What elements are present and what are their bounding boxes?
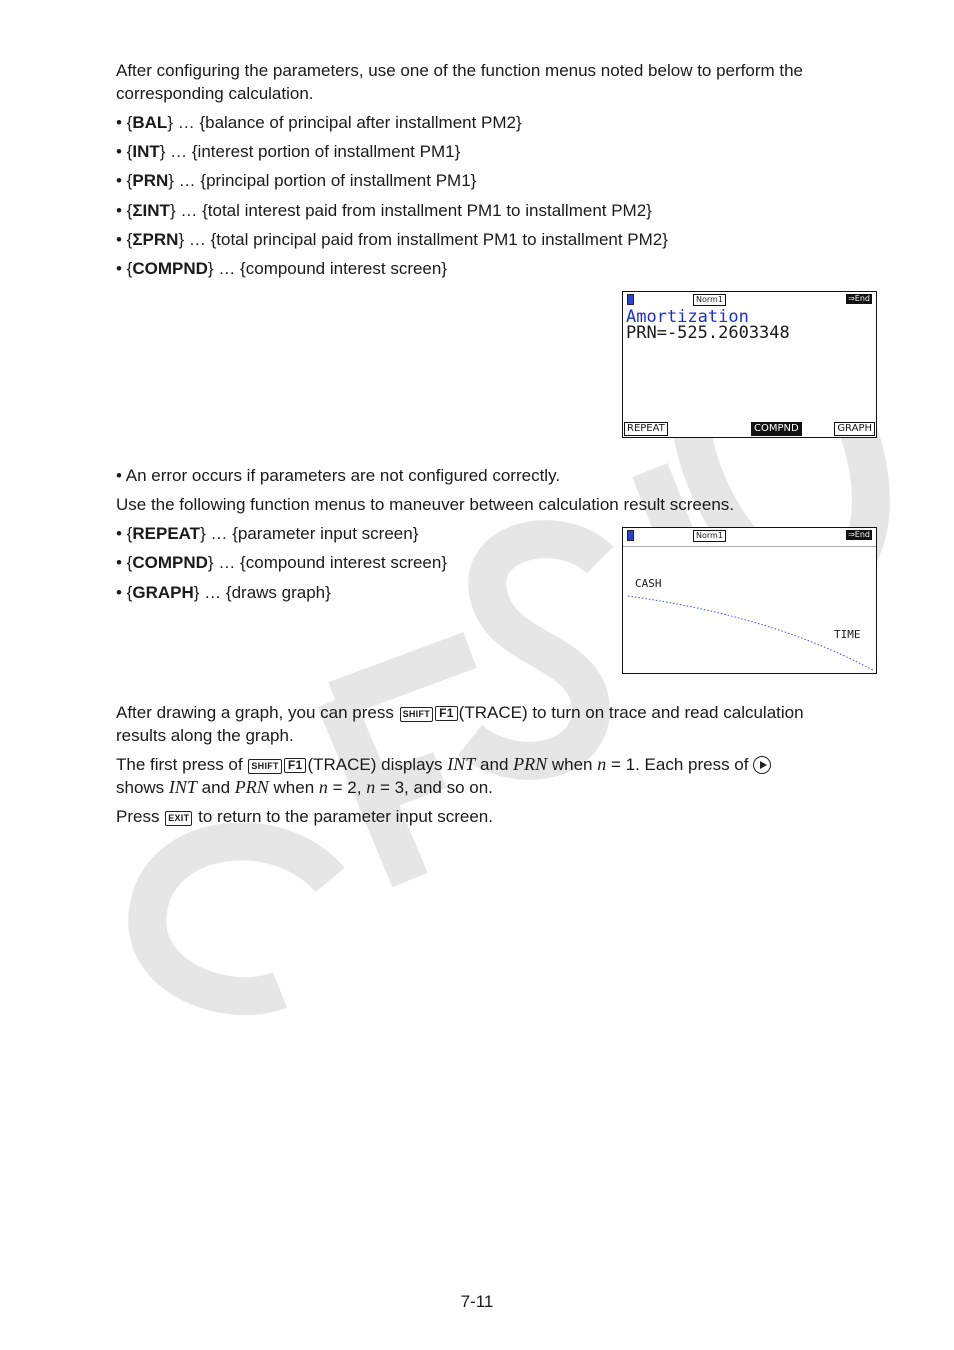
trace-text-3: The first press of SHIFT F1 (TRACE) displays INT and PRN when n = 1. Each press of — [116, 753, 876, 776]
page-number: 7-11 — [460, 1292, 494, 1311]
shift-key-icon: SHIFT — [400, 707, 434, 722]
f1-key-icon: F1 — [435, 706, 458, 721]
f1-key-icon: F1 — [284, 758, 307, 773]
nav-item-repeat: • {REPEAT} … {parameter input screen} — [116, 524, 419, 543]
trace-text-2: results along the graph. — [116, 726, 294, 745]
trace-text-4: shows INT and PRN when n = 2, n = 3, and so on. — [116, 777, 493, 797]
mode-indicator: Norm1 — [693, 530, 726, 542]
menu-item-prn: • {PRN} … {principal portion of installment PM1} — [116, 171, 477, 190]
nav-item-compnd: • {COMPND} … {compound interest screen} — [116, 553, 448, 572]
menu-item-int: • {INT} … {interest portion of installment PM1} — [116, 142, 461, 161]
intro-text-2: corresponding calculation. — [116, 84, 314, 103]
end-indicator: ⇒End — [848, 294, 870, 303]
right-arrow-key-icon — [753, 756, 771, 774]
f1-menu-repeat[interactable]: REPEAT — [624, 422, 668, 436]
error-note: • An error occurs if parameters are not configured correctly. — [116, 466, 561, 485]
screen-result: PRN=-525.2603348 — [626, 323, 790, 343]
menu-item-bal: • {BAL} … {balance of principal after installment PM2} — [116, 113, 522, 132]
intro-text: After configuring the parameters, use one of the function menus noted below to perform the — [116, 61, 804, 80]
battery-icon — [627, 294, 634, 305]
f3-menu-compnd[interactable]: COMPND — [751, 422, 802, 436]
nav-item-graph: • {GRAPH} … {draws graph} — [116, 583, 331, 602]
trace-text-1: After drawing a graph, you can press SHIFT F1 (TRACE) to turn on trace and read calculation — [116, 703, 804, 722]
y-axis-label: CASH — [635, 577, 662, 590]
x-axis-label: TIME — [834, 628, 861, 641]
f6-menu-graph[interactable]: GRAPH — [834, 422, 875, 436]
status-bar — [623, 292, 876, 308]
trace-text-5: Press EXIT to return to the parameter input screen. — [116, 807, 493, 826]
end-indicator: ⇒End — [848, 530, 870, 539]
menu-item-sum-prn: • {ΣPRN} … {total principal paid from installment PM1 to installment PM2} — [116, 230, 668, 249]
menu-item-sum-int: • {ΣINT} … {total interest paid from installment PM1 to installment PM2} — [116, 201, 652, 220]
nav-intro: Use the following function menus to maneuver between calculation result screens. — [116, 495, 735, 514]
menu-item-compnd: • {COMPND} … {compound interest screen} — [116, 259, 448, 278]
mode-indicator: Norm1 — [693, 294, 726, 306]
calculator-screen-amortization — [622, 291, 877, 438]
amortization-curve — [623, 528, 875, 672]
shift-key-icon: SHIFT — [248, 759, 282, 774]
calculator-screen-graph — [622, 527, 877, 674]
exit-key-icon: EXIT — [165, 811, 192, 826]
screen-title: Amortization — [626, 307, 749, 327]
